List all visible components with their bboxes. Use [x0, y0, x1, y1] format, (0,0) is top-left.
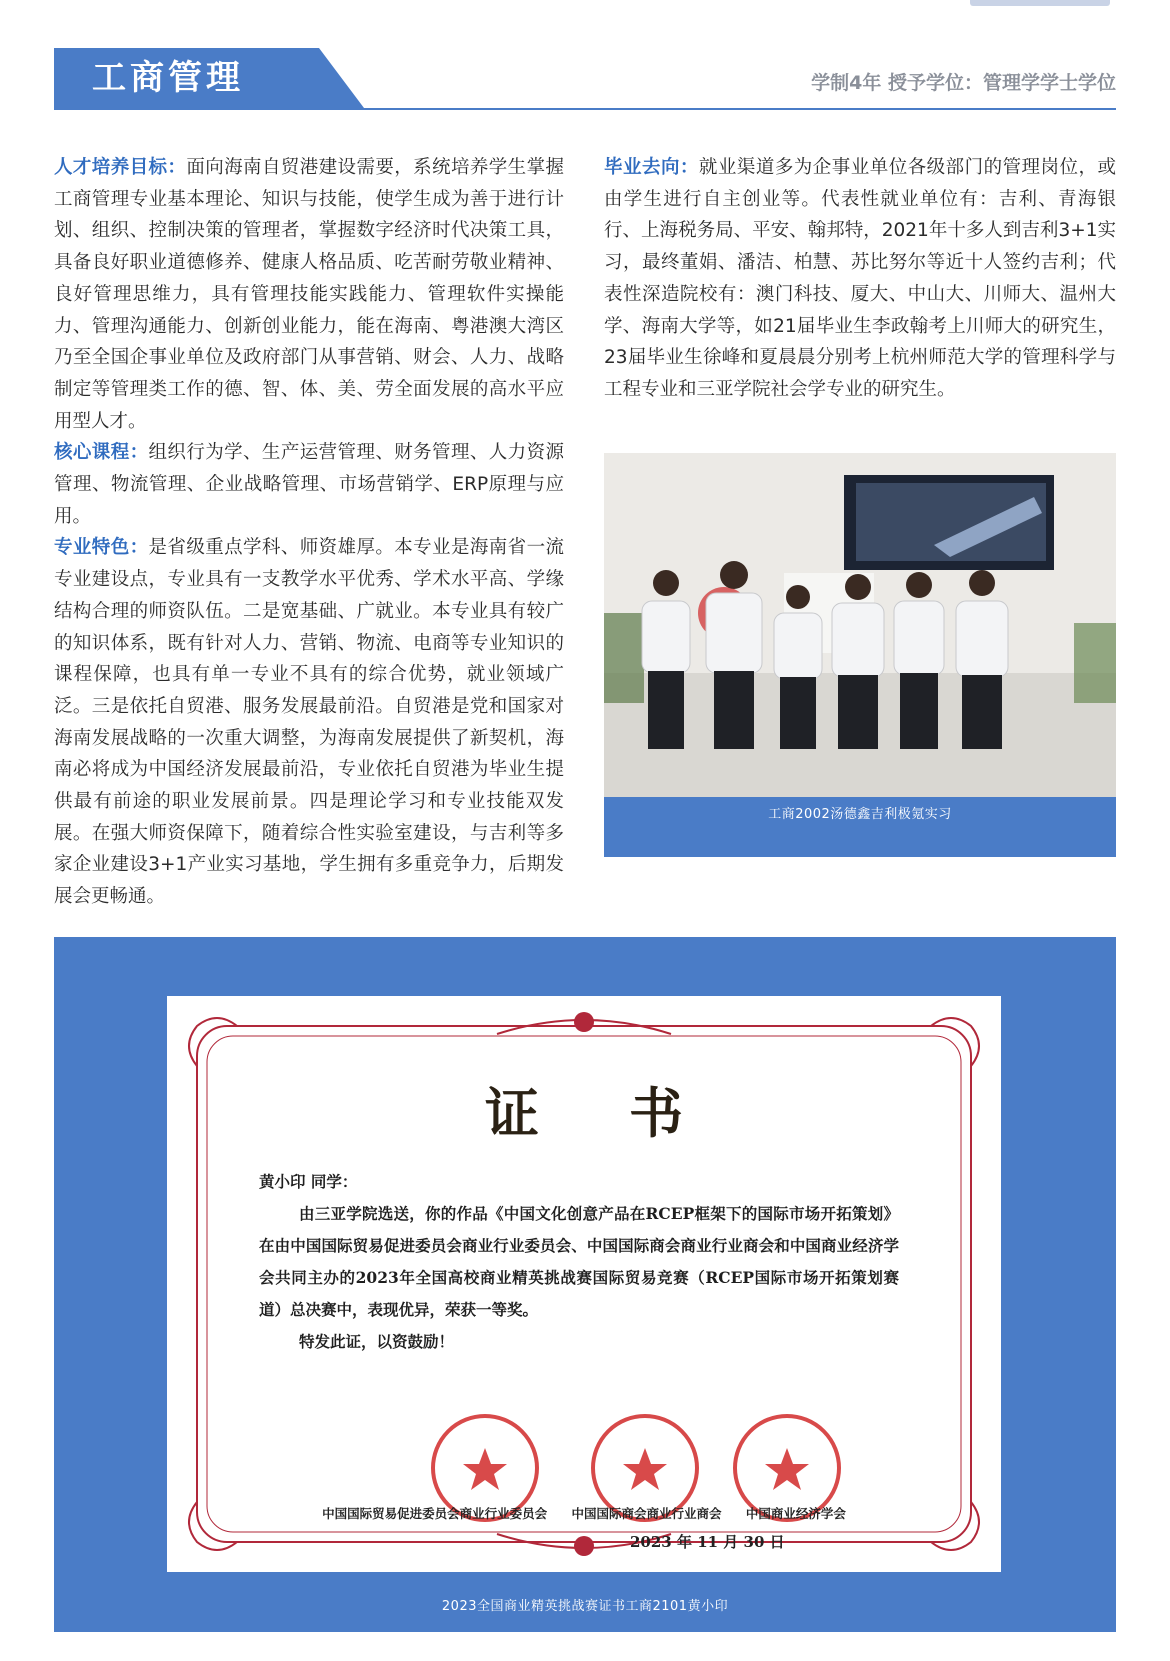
text-training-goal: 面向海南自贸港建设需要，系统培养学生掌握工商管理专业基本理论、知识与技能，使学生成为善于进行计划、组织、控制决策的管理者，掌握数字经济时代决策工具，具备良好职业道德修养、健康人格品质、吃苦耐劳敬业精神、良好管理思维力，具有管理技能实践能力、管理软件实操能力、管理沟通能力、创新创业能力，能在海南、粤港澳大湾区乃至全国企事业单位及政府部门从事营销、财会、人力、战略制定等管理类工作的德、智、体、美、劳全面发展的高水平应用型人才。 — [54, 157, 564, 432]
page-title: 工商管理 — [92, 58, 244, 98]
certificate-text: 由三亚学院选送，你的作品《中国文化创意产品在RCEP框架下的国际市场开拓策划》在由中国国际贸易促进委员会商业行业委员会、中国国际商会商业行业商会和中国商业经济学会共同主办的2023年全国高校商业精英挑战赛国际贸易竞赛（RCEP国际市场开拓策划赛道）总决赛中，表现优异，荣获一等奖。 — [259, 1204, 899, 1319]
org-2: 中国国际商会商业行业商会 — [571, 1506, 722, 1521]
internship-photo — [604, 453, 1116, 797]
certificate-panel — [54, 937, 1116, 1632]
section-header — [54, 48, 1116, 108]
label-graduation: 毕业去向： — [604, 157, 699, 178]
text-features: 是省级重点学科、师资雄厚。本专业是海南省一流专业建设点，专业具有一支教学水平优秀、学术水平高、学缘结构合理的师资队伍。二是宽基础、广就业。本专业具有较广的知识体系，既有针对人力、营销、物流、电商等专业知识的课程保障，也具有单一专业不具有的综合优势，就业领域广泛。三是依托自贸港、服务发展最前沿。自贸港是党和国家对海南发展战略的一次重大调整，为海南发展提供了新契机，海南必将成为中国经济发展最前沿，专业依托自贸港为毕业生提供最有前途的职业发展前景。四是理论学习和专业技能双发展。在强大师资保障下，随着综合性实验室建设，与吉利等多家企业建设3+1产业实习基地，学生拥有多重竞争力，后期发展会更畅通。 — [54, 537, 564, 908]
certificate-caption: 2023全国商业精英挑战赛证书工商2101黄小印 — [441, 1599, 729, 1614]
paragraph-graduation — [604, 152, 1116, 406]
certificate-title: 证书 — [485, 1081, 773, 1145]
right-column — [604, 152, 1116, 406]
paragraph-core-courses — [54, 437, 564, 532]
certificate-orgs — [167, 1504, 1001, 1522]
label-training-goal: 人才培养目标： — [54, 157, 187, 178]
left-column — [54, 152, 564, 913]
degree-info: 学制4年 授予学位：管理学学士学位 — [811, 72, 1116, 94]
paragraph-features — [54, 532, 564, 912]
certificate-closing: 特发此证，以资鼓励！ — [299, 1332, 455, 1351]
certificate-body — [259, 1166, 899, 1358]
org-3: 中国商业经济学会 — [745, 1506, 846, 1521]
certificate-image — [167, 996, 1001, 1572]
label-features: 专业特色： — [54, 537, 149, 559]
certificate-date: 2023 年 11 月 30 日 — [630, 1533, 785, 1551]
certificate-salutation: 黄小印 同学： — [259, 1172, 358, 1191]
text-core-courses: 组织行为学、生产运营管理、财务管理、人力资源管理、物流管理、企业战略管理、市场营销学、ERP原理与应用。 — [54, 442, 564, 527]
internship-photo-panel — [604, 453, 1116, 857]
label-core-courses: 核心课程： — [54, 442, 149, 464]
top-logo-fragment — [970, 0, 1110, 6]
text-graduation: 就业渠道多为企事业单位各级部门的管理岗位，或由学生进行自主创业等。代表性就业单位有：吉利、青海银行、上海税务局、平安、翰邦特，2021年十多人到吉利3+1实习，最终董娟、潘洁、柏慧、苏比努尔等近十人签约吉利；代表性深造院校有：澳门科技、厦大、中山大、川师大、温州大学、海南大学等，如21届毕业生李政翰考上川师大的研究生，23届毕业生徐峰和夏晨晨分别考上杭州师范大学的管理科学与工程专业和三亚学院社会学专业的研究生。 — [604, 157, 1116, 400]
org-1: 中国国际贸易促进委员会商业行业委员会 — [322, 1506, 548, 1521]
paragraph-training-goal — [54, 152, 564, 437]
photo-caption: 工商2002汤德鑫吉利极氪实习 — [768, 807, 952, 822]
header-rule — [54, 108, 1116, 110]
